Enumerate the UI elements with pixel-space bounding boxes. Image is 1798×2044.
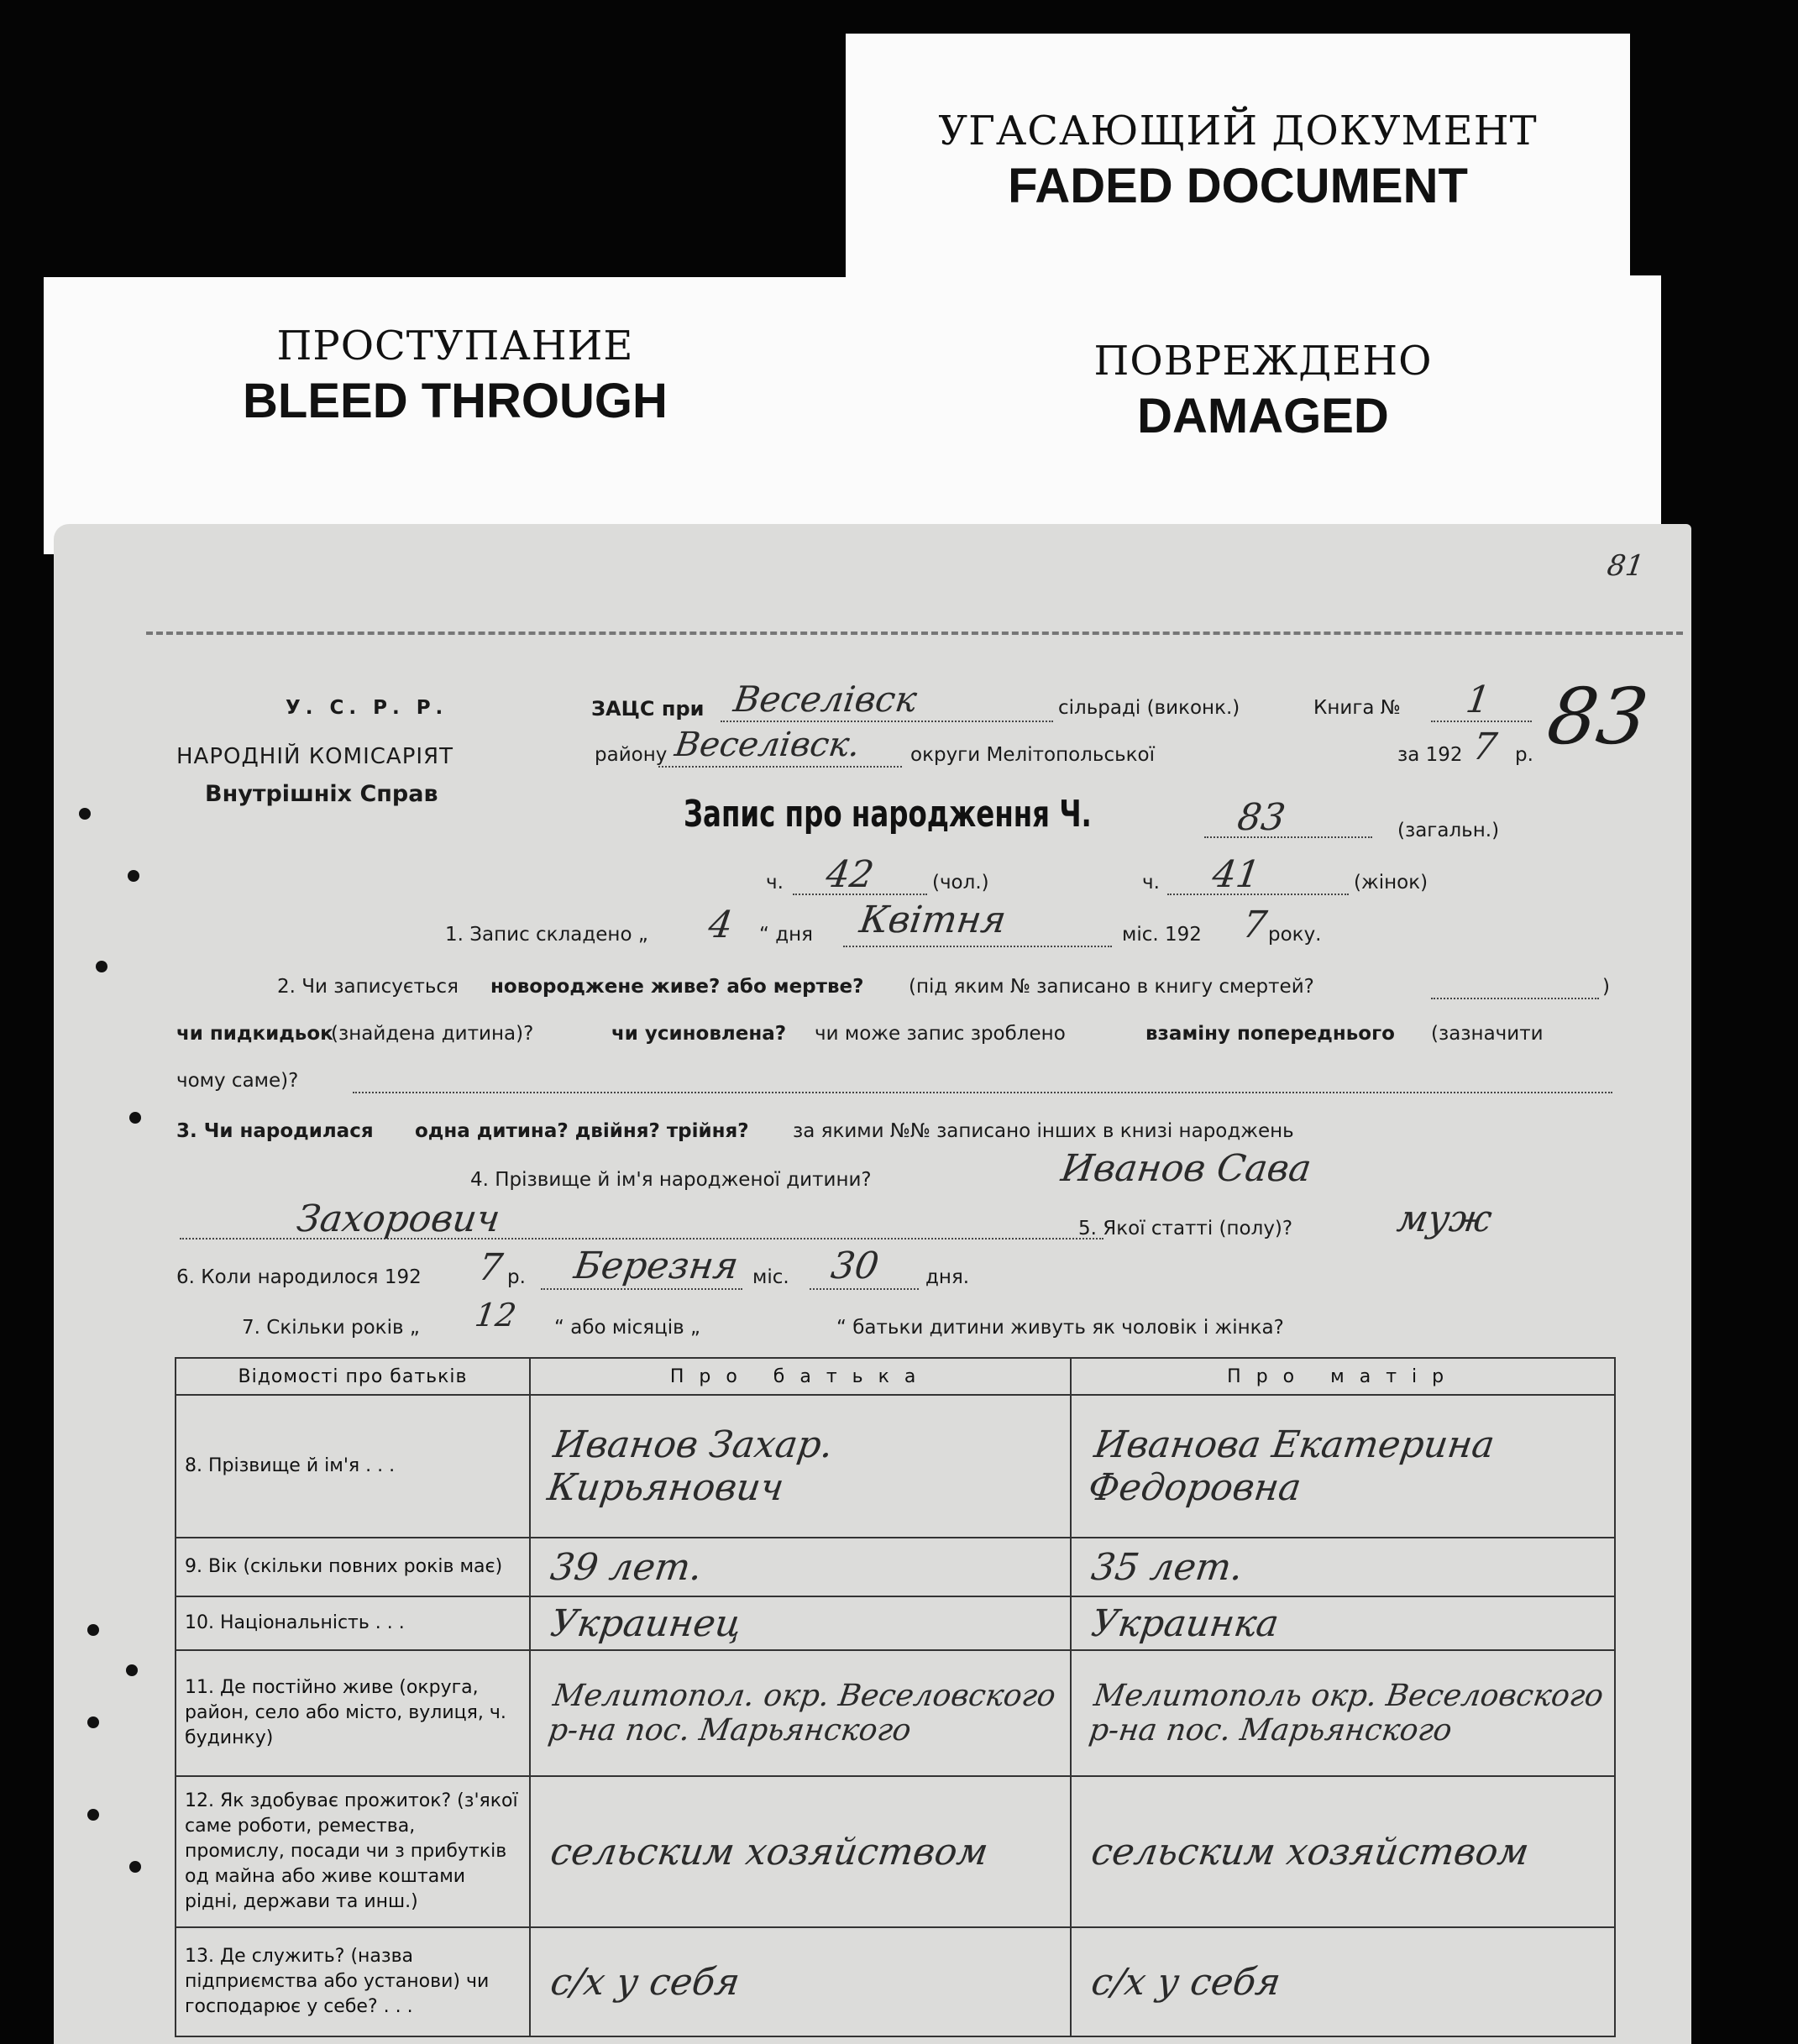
mother-age: 35 лет. xyxy=(1071,1538,1615,1596)
q7-years: 12 xyxy=(472,1297,519,1334)
zags-suffix: сільраді (виконк.) xyxy=(1058,697,1240,719)
bleed-label-en: BLEED THROUGH xyxy=(243,374,668,428)
q7-suffix: “ батьки дитини живуть як чоловік і жінка? xyxy=(836,1317,1284,1339)
header-mother: Про матір xyxy=(1071,1358,1615,1395)
total-label: (загальн.) xyxy=(1397,820,1500,841)
q4-label: 4. Прізвище й ім'я народженої дитини? xyxy=(470,1169,872,1191)
binding-hole xyxy=(128,870,139,882)
table-row xyxy=(176,1650,1615,1776)
q3-suffix: за якими №№ записано інших в книзі народжень xyxy=(793,1120,1294,1142)
perforation-line xyxy=(146,632,1683,635)
big-record-number: 83 xyxy=(1542,672,1654,762)
parents-table xyxy=(175,1357,1616,2037)
q2-line1-b: новороджене живе? або мертве? xyxy=(490,976,864,998)
raion-line xyxy=(658,766,902,768)
q5-label: 5. Якої статті (полу)? xyxy=(1078,1218,1293,1240)
mother-nationality: Украинка xyxy=(1071,1596,1615,1650)
row-label: 11. Де постійно живе (округа, район, село або місто, вулиця, ч. будинку) xyxy=(176,1650,530,1776)
damaged-label xyxy=(865,275,1661,553)
faded-label-ru: УГАСАЮЩИЙ ДОКУМЕНТ xyxy=(938,107,1538,155)
q5-value: муж xyxy=(1394,1198,1495,1240)
binding-hole xyxy=(79,808,91,820)
damaged-label-ru: ПОВРЕЖДЕНО xyxy=(1093,338,1433,385)
table-header-row xyxy=(176,1358,1615,1395)
male-label: (чол.) xyxy=(932,872,989,894)
q2-line3: чому саме)? xyxy=(176,1070,299,1092)
corner-page-number: 81 xyxy=(1605,549,1647,583)
raion-label: району xyxy=(595,744,668,766)
header-father: Про батька xyxy=(530,1358,1071,1395)
q6-mis: міс. xyxy=(752,1266,789,1288)
father-workplace: с/х у себя xyxy=(530,1927,1071,2036)
q1-label: 1. Запис складено „ xyxy=(445,924,648,946)
q2-line2-f: (зазначити xyxy=(1431,1023,1544,1045)
table-row xyxy=(176,1927,1615,2036)
binding-hole xyxy=(129,1112,141,1124)
row-label: 12. Як здобуває прожиток? (з'якої саме роботи, ремества, промислу, посади чи з прибутків од майна або живе коштами рідні, держави та инш.) xyxy=(176,1776,530,1927)
birth-record-form xyxy=(54,524,1691,2044)
binding-hole xyxy=(87,1809,99,1821)
q2-line2-c: чи усиновлена? xyxy=(611,1023,787,1045)
q4-value-2: Захорович xyxy=(294,1198,503,1240)
father-age: 39 лет. xyxy=(530,1538,1071,1596)
q2-line2-b: (знайдена дитина)? xyxy=(331,1023,534,1045)
female-prefix: ч. xyxy=(1142,872,1160,894)
q3-options: одна дитина? двійня? трійня? xyxy=(415,1120,749,1142)
q6-r: р. xyxy=(507,1266,526,1288)
father-residence: Мелитопол. окр. Веселовского р-на пос. Марьянского xyxy=(530,1650,1071,1776)
binding-hole xyxy=(126,1664,138,1676)
year-label: за 192 xyxy=(1397,744,1463,766)
internal-affairs-heading: Внутрішніх Справ xyxy=(205,781,438,807)
zags-value: Веселівск xyxy=(731,679,920,720)
year-suffix: р. xyxy=(1515,744,1533,766)
q2-death-line xyxy=(1431,998,1599,999)
table-row xyxy=(176,1776,1615,1927)
table-row xyxy=(176,1395,1615,1538)
usrr-heading: У. С. Р. Р. xyxy=(286,697,448,719)
q2-line1-d: ) xyxy=(1602,976,1610,998)
mother-workplace: с/х у себя xyxy=(1071,1927,1615,2036)
zags-label: ЗАЦС при xyxy=(591,697,705,721)
q6-month: Березня xyxy=(571,1245,742,1287)
bleed-label-ru: ПРОСТУПАНИЕ xyxy=(276,322,634,369)
q6-month-line xyxy=(541,1288,742,1290)
q1-suffix: року. xyxy=(1268,924,1322,946)
q2-line1-a: 2. Чи записується xyxy=(277,976,459,998)
raion-value: Веселівск. xyxy=(672,726,862,764)
binding-hole xyxy=(129,1861,141,1873)
father-nationality: Украинец xyxy=(530,1596,1071,1650)
q1-year: 7 xyxy=(1240,904,1270,946)
female-line xyxy=(1167,894,1349,895)
father-occupation: сельским хозяйством xyxy=(530,1776,1071,1927)
mother-residence: Мелитополь окр. Веселовского р-на пос. Марьянского xyxy=(1071,1650,1615,1776)
q1-year-label: міс. 192 xyxy=(1122,924,1202,946)
row-label: 9. Вік (скільки повних років має) xyxy=(176,1538,530,1596)
q2-line2-e: взаміну попереднього xyxy=(1145,1023,1395,1045)
okrug-label: округи Мелітопольської xyxy=(910,744,1155,766)
damaged-label-en: DAMAGED xyxy=(1137,389,1389,443)
title-number-line xyxy=(1204,836,1372,838)
q1-day: 4 xyxy=(705,904,736,946)
faded-label-en: FADED DOCUMENT xyxy=(1008,159,1468,213)
male-prefix: ч. xyxy=(766,872,784,894)
father-name: Иванов Захар. Кирьянович xyxy=(530,1395,1071,1538)
binding-hole xyxy=(96,961,107,972)
mother-name: Иванова Екатерина Федоровна xyxy=(1071,1395,1615,1538)
q1-day-suffix: “ дня xyxy=(759,924,814,946)
q6-year: 7 xyxy=(475,1246,506,1289)
q3-label: 3. Чи народилася xyxy=(176,1120,374,1142)
q1-month-line xyxy=(843,946,1112,947)
female-count: 41 xyxy=(1209,853,1263,896)
year-value: 7 xyxy=(1470,726,1500,768)
row-label: 13. Де служить? (назва підприємства або установи) чи господарює у себе? . . . xyxy=(176,1927,530,2036)
faded-document-label xyxy=(846,34,1630,286)
q7-label: 7. Скільки років „ xyxy=(242,1317,420,1339)
q4-value-1: Иванов Сава xyxy=(1058,1147,1314,1190)
zags-line xyxy=(721,721,1053,722)
bleed-through-label xyxy=(44,277,867,554)
table-row xyxy=(176,1596,1615,1650)
table-row xyxy=(176,1538,1615,1596)
q2-line1-c: (під яким № записано в книгу смертей? xyxy=(909,976,1314,998)
book-label: Книга № xyxy=(1313,697,1401,719)
q2-line2-a: чи пидкидьок xyxy=(176,1023,333,1045)
book-value: 1 xyxy=(1463,679,1493,721)
row-label: 8. Прізвище й ім'я . . . xyxy=(176,1395,530,1538)
q6-dnya: дня. xyxy=(925,1266,970,1288)
q6-day-line xyxy=(810,1288,919,1290)
mother-occupation: сельским хозяйством xyxy=(1071,1776,1615,1927)
q6-label: 6. Коли народилося 192 xyxy=(176,1266,422,1288)
female-label: (жінок) xyxy=(1354,872,1428,894)
q7-mid: “ або місяців „ xyxy=(554,1317,700,1339)
record-title: Запис про народження Ч. xyxy=(684,793,1092,836)
q2-reason-line xyxy=(353,1092,1612,1093)
male-count: 42 xyxy=(823,853,877,896)
q1-month: Квітня xyxy=(857,899,1009,941)
q6-day: 30 xyxy=(828,1245,882,1287)
binding-hole xyxy=(87,1716,99,1728)
row-label: 10. Національність . . . xyxy=(176,1596,530,1650)
q2-line2-d: чи може запис зроблено xyxy=(815,1023,1066,1045)
commissariat-heading: НАРОДНІЙ КОМІСАРІЯТ xyxy=(176,744,453,769)
binding-hole xyxy=(87,1624,99,1636)
title-number: 83 xyxy=(1234,796,1288,839)
header-info: Відомості про батьків xyxy=(176,1358,530,1395)
